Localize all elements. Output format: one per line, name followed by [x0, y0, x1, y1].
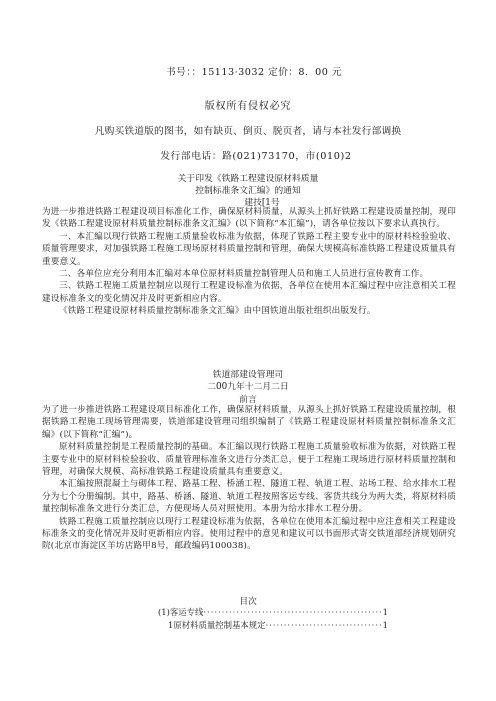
circular-paragraph: 二、各单位应充分利用本汇编对本单位原材料质量控制管理人员和施工人员进行宣传教育工作。: [59, 269, 429, 280]
toc-leader-dots: [203, 607, 382, 617]
circular-paragraph: [42, 305, 456, 317]
circular-paragraph: 为进一步推进铁路工程建设项目标准化工作，确保原材料质量，从源头上抓好铁路工程建设质量控制，现印发《铁路工程建设原材料质量控制标准条文汇编》(以下简称“本汇编”)，请各单位按以下要求认真执行。: [42, 207, 456, 230]
circular-body: [42, 206, 456, 318]
toc-entry-label: (1)客运专线: [158, 607, 204, 617]
signatory: 铁道部建设管理司: [212, 370, 284, 380]
preface-body: [42, 404, 456, 553]
preface-title: 前言: [239, 395, 257, 405]
copyright-notice: 版权所有侵权必究: [204, 101, 292, 112]
preface-paragraph: 原材料质量控制是工程质量控制的基础。本汇编以现行铁路工程施工质量验收标准为依据，对铁路工程主要专业中的原材料检验验收、质量管理标准条文进行分类汇总，便于工程施工现场进行原材料质量控制和管理，对确保大规模、高标准铁路工程建设质量具有重要意义。: [42, 442, 456, 478]
circular-paragraph: 一、本汇编以现行铁路工程施工质量验收标准为依据，体现了铁路工程主要专业中的原材料检验验收、质量管理要求，对加强铁路工程施工现场原材料质量控制和管理，确保大规模高标准铁路工程建设质量具有重要意义。: [42, 231, 456, 267]
toc-title: 目次: [239, 597, 257, 607]
toc-entry-page: 1: [382, 620, 388, 630]
book-number: 书号：：15113·3032 定价：8．00 元: [166, 67, 342, 78]
sales-phone: 发行部电话：路(021)73170，市(010)2: [160, 151, 352, 162]
preface-paragraph: 铁路工程施工质量控制应以现行工程建设标准为依据，各单位在使用本汇编过程中应注意相关工程建设标准条文的变化情况并及时更新相应内容。使用过程中的意见和建议可以书面形式寄交铁道部经济规划研究院(北京市海淀区羊坊店路甲8号，邮政编码100038)。: [42, 516, 456, 552]
toc-entry[interactable]: [158, 619, 388, 632]
preface-paragraph: 本汇编按照混凝土与砌体工程、路基工程、桥涵工程、隧道工程、轨道工程、站场工程、给水排水工程分为七个分册编制。其中，路基、桥涵、隧道、轨道工程按照客运专线、客货共线分为两大类，将原材料质量控制标准条文进行分类汇总，方便现场人员对照使用。本册为给水排水工程分册。: [42, 479, 456, 515]
toc-entry-label: 1原材料质量控制基本规定: [168, 620, 266, 630]
toc-entry[interactable]: [158, 606, 388, 619]
circular-doc-number: 建技[1号: [244, 198, 280, 208]
preface-paragraph: 为了进一步推进铁路工程建设项目标准化工作，确保原材料质量，从源头上抓好铁路工程建设质量控制，根据铁路工程施工现场管理需要，铁道部建设管理司组织编制了《铁路工程建设原材料质量控制标准条文汇编》(以下简称“汇编”)。: [42, 405, 456, 440]
toc-entry-page: 1: [382, 607, 388, 617]
circular-title-line2: 控制标准条文汇编》的通知: [195, 186, 301, 196]
circular-paragraph-5: 《铁路工程建设原材料质量控制标准条文汇编》由中国铁道出版社组织出版发行。: [59, 306, 376, 317]
defect-exchange-notice: 凡购买铁道版的图书，如有缺页、倒页、脱页者，请与本社发行部调换: [94, 126, 402, 137]
toc-leader-dots: [265, 620, 382, 630]
table-of-contents: [158, 606, 388, 632]
circular-title-line1: 关于印发《铁路工程建设原材料质量: [177, 174, 319, 184]
circular-paragraph: 三、铁路工程施工质量控制应以现行工程建设标准为依据，各单位在使用本汇编过程中应注意相关工程建设标准条文的变化情况并及时更新相应内容。: [42, 281, 456, 304]
signature-date: 二00九年十二月二日: [207, 382, 289, 392]
